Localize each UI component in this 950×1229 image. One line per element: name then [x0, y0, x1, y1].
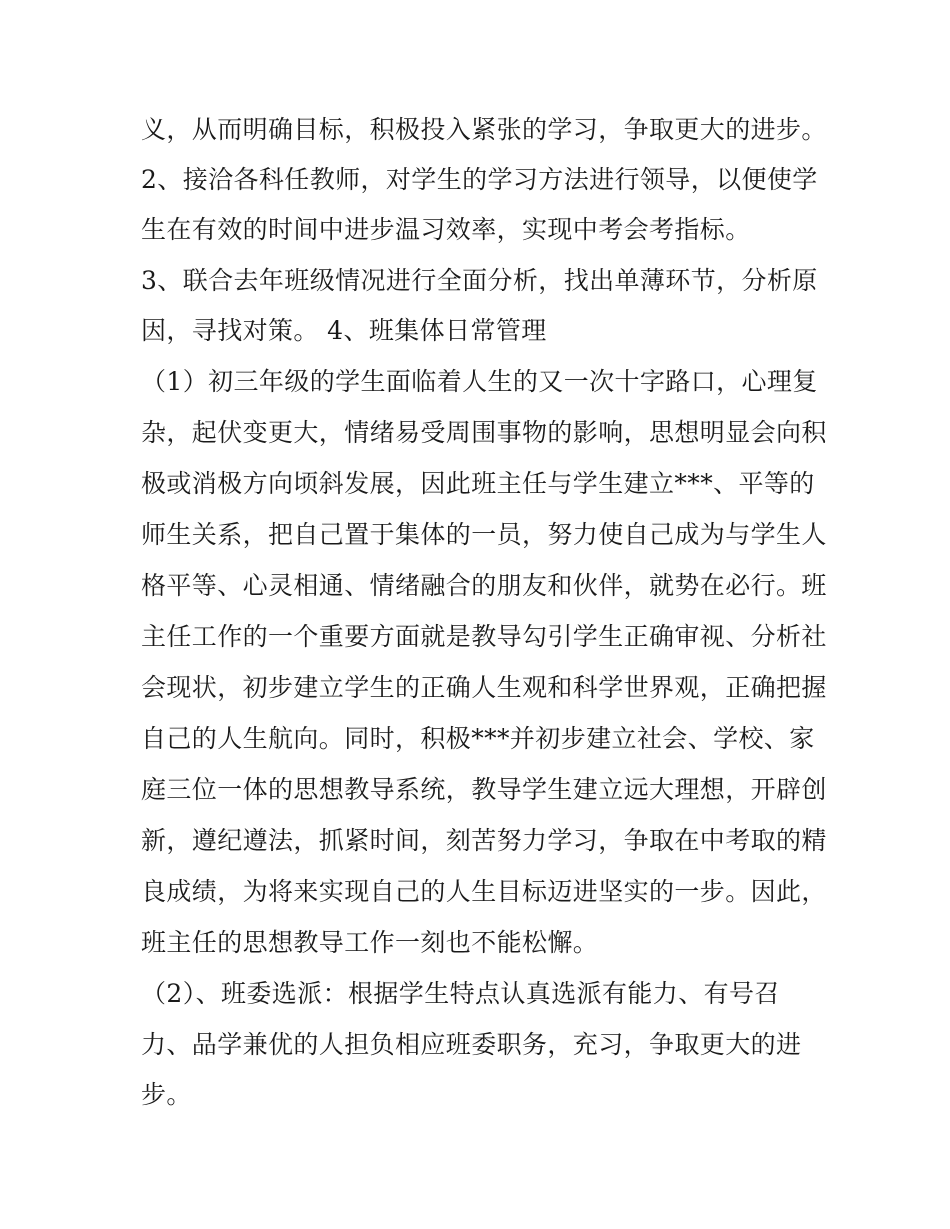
text-line: 格平等、心灵相通、情绪融合的朋友和伙伴，就势在必行。班: [141, 571, 827, 600]
text-line: 杂，起伏变更大，情绪易受周围事物的影响，思想明显会向积: [141, 418, 827, 447]
text-line: 生在有效的时间中进步温习效率，实现中考会考指标。: [141, 215, 751, 244]
text-line: 师生关系，把自己置于集体的一员，努力使自己成为与学生人: [141, 520, 827, 549]
text-line: 班主任的思想教导工作一刻也不能松懈。: [141, 928, 599, 957]
text-line: 2、接洽各科任教师，对学生的学习方法进行领导，以便使学: [141, 165, 818, 194]
text-line: 因，寻找对策。 4、班集体日常管理: [141, 316, 547, 345]
text-line: 义，从而明确目标，积极投入紧张的学习，争取更大的进步。: [141, 115, 827, 144]
text-line: 自己的人生航向。同时，积极***并初步建立社会、学校、家: [141, 724, 815, 753]
text-line: （1）初三年级的学生面临着人生的又一次十字路口，心理复: [141, 367, 818, 396]
text-line: 极或消极方向顷斜发展，因此班主任与学生建立***、平等的: [141, 469, 815, 498]
text-line: 步。: [141, 1080, 192, 1109]
text-line: 3、联合去年班级情况进行全面分析，找出单薄环节，分析原: [141, 266, 818, 295]
text-line: 新，遵纪遵法，抓紧时间，刻苦努力学习，争取在中考取的精: [141, 826, 827, 855]
text-line: （2）、班委选派：根据学生特点认真选派有能力、有号召: [141, 979, 780, 1008]
text-line: 力、品学兼优的人担负相应班委职务，充习，争取更大的进: [141, 1030, 802, 1059]
text-line: 会现状，初步建立学生的正确人生观和科学世界观，正确把握: [141, 673, 827, 702]
text-line: 良成绩，为将来实现自己的人生目标迈进坚实的一步。因此，: [141, 877, 827, 906]
text-line: 主任工作的一个重要方面就是教导勾引学生正确审视、分析社: [141, 622, 827, 651]
text-line: 庭三位一体的思想教导系统，教导学生建立远大理想，开辟创: [141, 775, 827, 804]
